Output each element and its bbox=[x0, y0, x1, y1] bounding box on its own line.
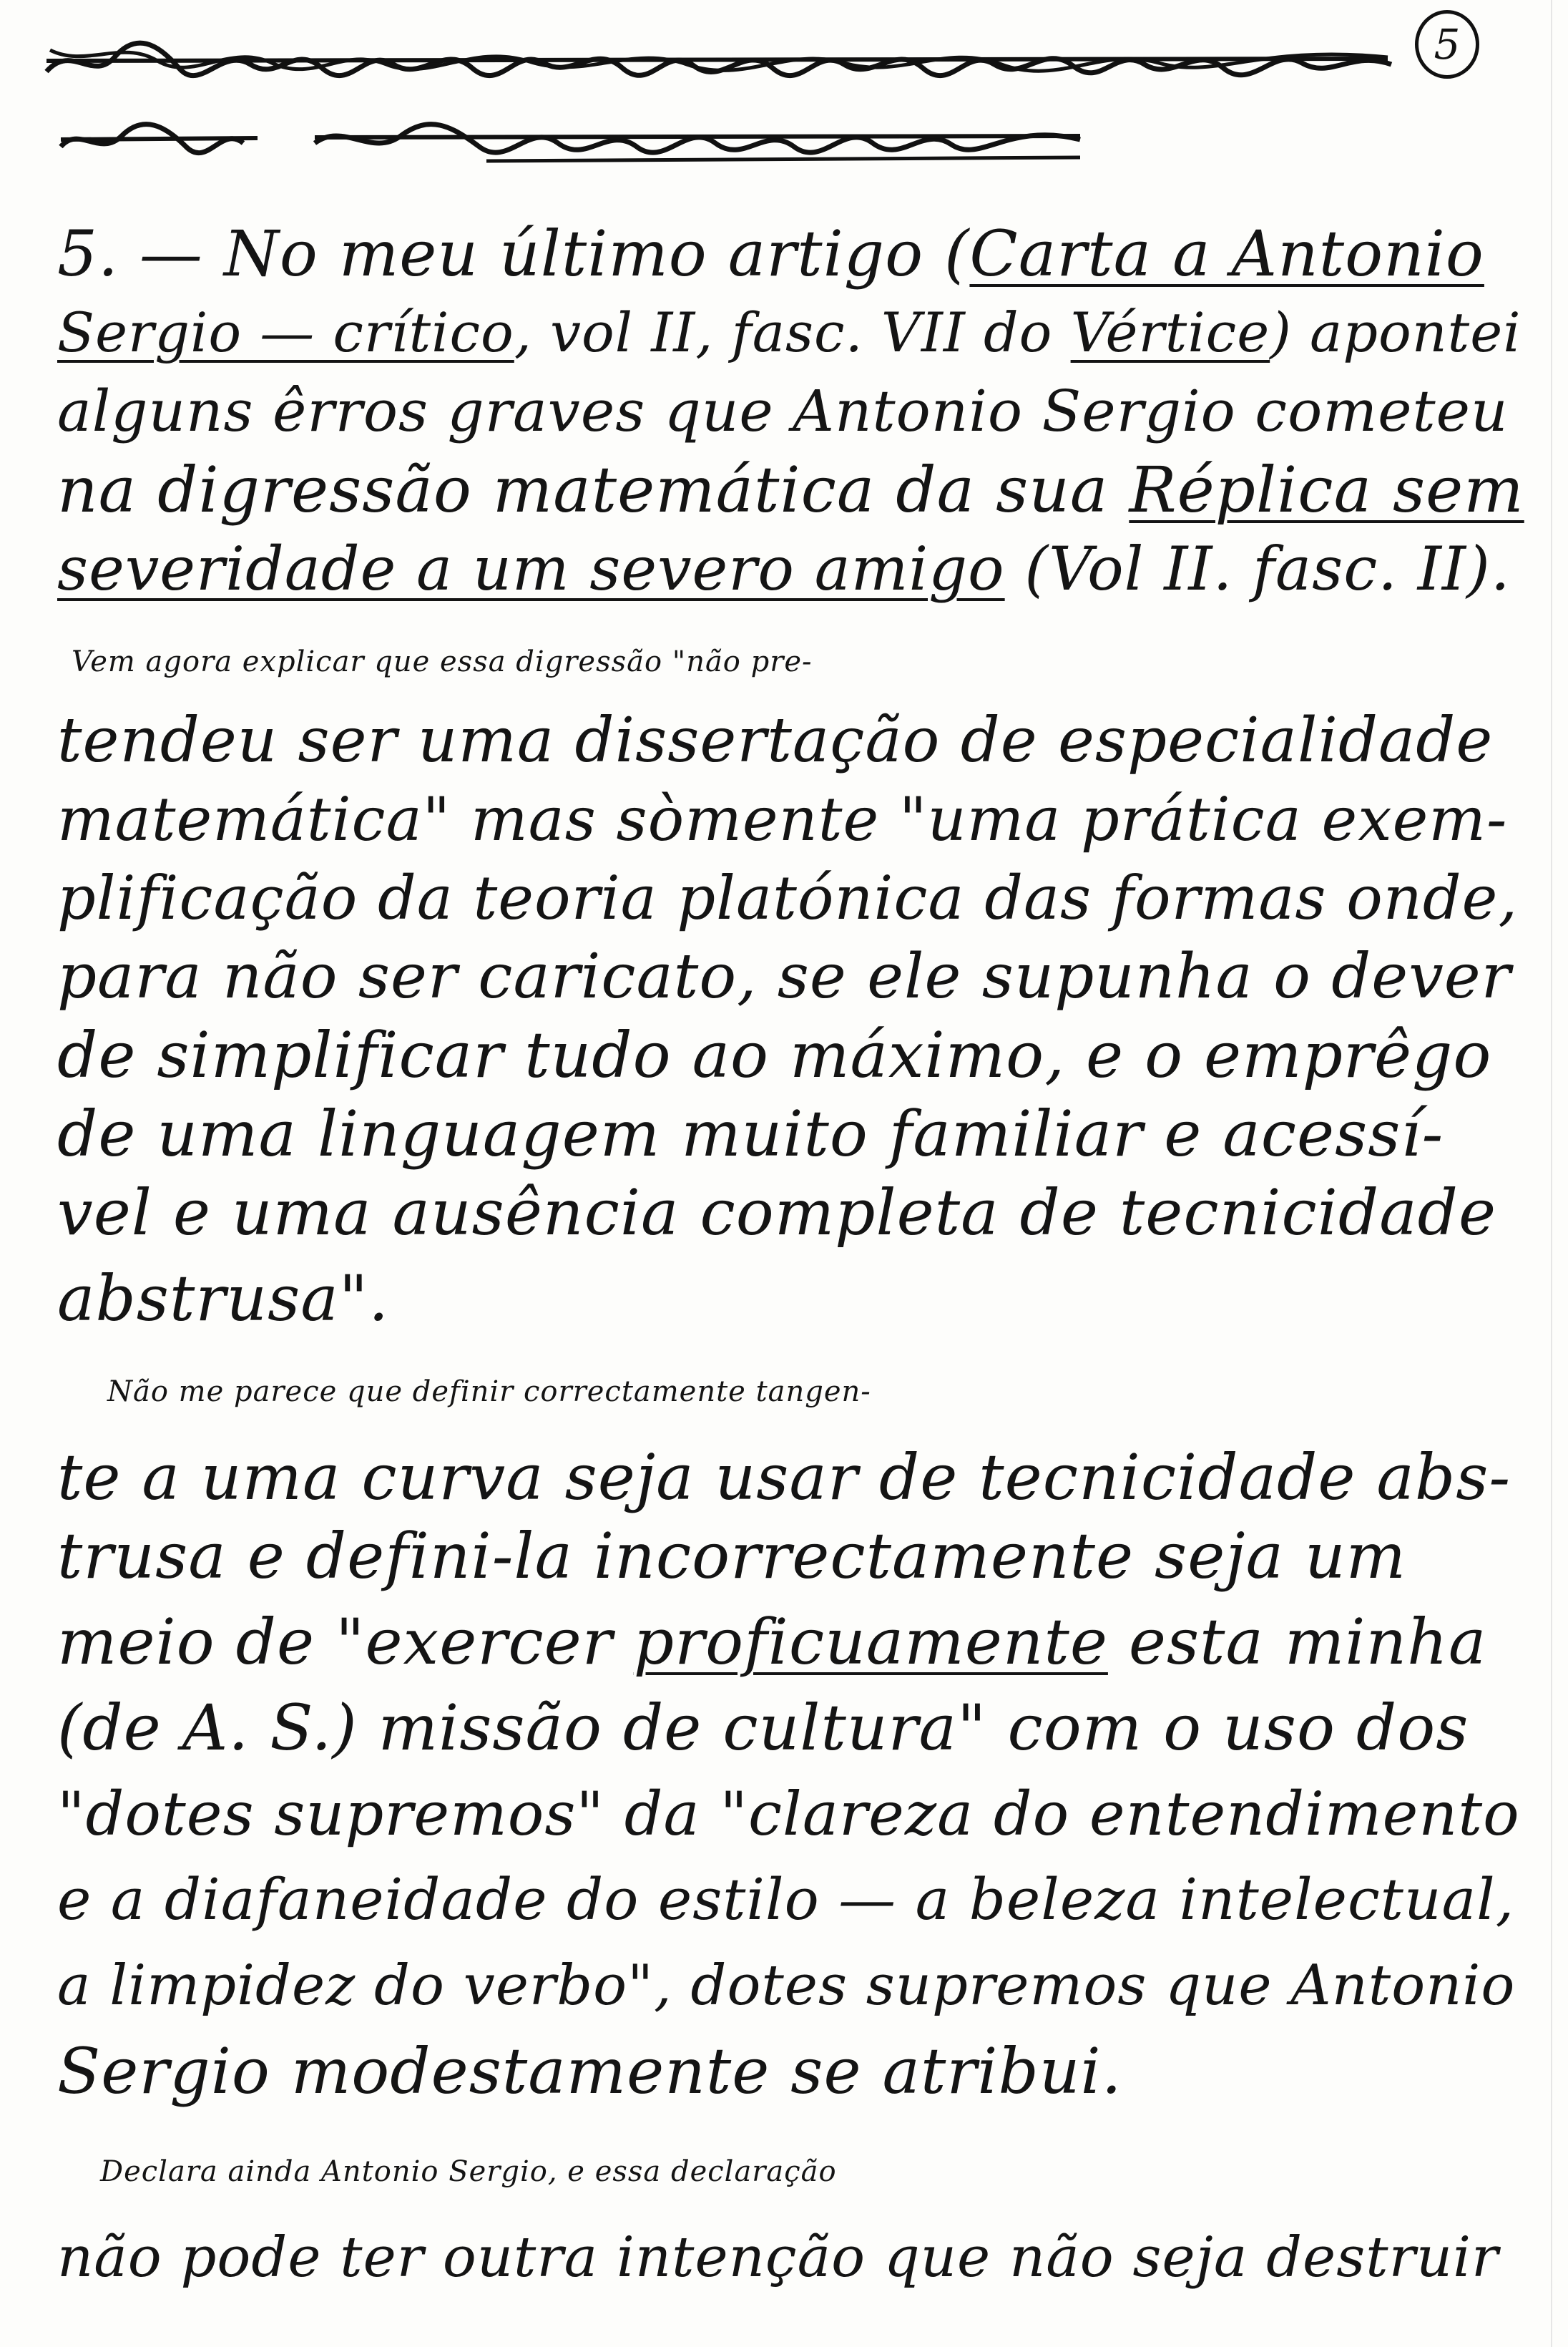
text-segment: te a uma curva seja usar de tecnicidade abs- bbox=[57, 1440, 1511, 1514]
manuscript-line bbox=[57, 859, 1519, 937]
manuscript-line bbox=[57, 701, 1516, 780]
text-segment: esta minha bbox=[1107, 1605, 1487, 1679]
manuscript-line bbox=[57, 451, 1524, 530]
underlined-phrase: severidade a um severo amigo bbox=[57, 534, 1005, 604]
manuscript-line bbox=[57, 1517, 1516, 1596]
manuscript-line bbox=[57, 1775, 1520, 1853]
text-segment: plificação da teoria platónica das formas onde, bbox=[57, 863, 1519, 933]
text-segment: Não me parece que definir correctamente tangen- bbox=[107, 1375, 871, 1408]
manuscript-line bbox=[107, 1352, 1567, 1431]
manuscript-line bbox=[57, 2218, 1516, 2297]
manuscript-line bbox=[57, 937, 1516, 1016]
underlined-phrase: Réplica sem bbox=[1129, 453, 1524, 527]
manuscript-line bbox=[57, 1016, 1516, 1095]
underlined-phrase: Sergio — crítico bbox=[57, 301, 514, 364]
manuscript-line bbox=[57, 1860, 1516, 1939]
manuscript-line bbox=[57, 1689, 1516, 1767]
manuscript-line bbox=[57, 530, 1516, 608]
manuscript-line bbox=[57, 1946, 1516, 2025]
manuscript-line bbox=[57, 2032, 1516, 2111]
manuscript-line bbox=[57, 372, 1516, 451]
manuscript-line bbox=[57, 780, 1516, 859]
text-segment: Sergio modestamente se atribui. bbox=[57, 2034, 1122, 2108]
text-segment: vel e uma ausência completa de tecnicidade bbox=[57, 1176, 1497, 1249]
text-segment: (de A. S.) missão de cultura" com o uso dos bbox=[57, 1691, 1469, 1765]
text-segment: alguns êrros graves que Antonio Sergio cometeu bbox=[57, 378, 1509, 444]
manuscript-line bbox=[57, 1259, 1516, 1338]
manuscript-line bbox=[57, 1095, 1516, 1174]
manuscript-line bbox=[57, 215, 1516, 293]
manuscript-line bbox=[57, 1174, 1516, 1252]
manuscript-line bbox=[72, 623, 1531, 701]
text-segment: "dotes supremos" da "clareza do entendimento bbox=[57, 1779, 1520, 1849]
text-segment: Vem agora explicar que essa digressão "não pre- bbox=[72, 645, 813, 678]
text-segment: abstrusa". bbox=[57, 1262, 390, 1335]
text-segment: matemática" mas sòmente "uma prática exem- bbox=[57, 784, 1508, 854]
text-segment: e a diafaneidade do estilo — a beleza intelectual, bbox=[57, 1866, 1515, 1933]
text-segment: Declara ainda Antonio Sergio, e essa declaração bbox=[100, 2155, 837, 2188]
page-number-circle: 5 bbox=[1415, 10, 1479, 79]
text-segment: 5. — No meu último artigo ( bbox=[57, 217, 970, 291]
manuscript-line bbox=[57, 1438, 1516, 1517]
text-segment: (Vol II. fasc. II). bbox=[1004, 534, 1511, 604]
text-segment: , vol II, fasc. VII do bbox=[514, 301, 1071, 364]
manuscript-line bbox=[57, 1603, 1516, 1682]
underlined-phrase: Carta a Antonio bbox=[969, 217, 1484, 291]
text-segment: trusa e defini-la incorrectamente seja um bbox=[57, 1519, 1407, 1593]
text-segment: de simplificar tudo ao máximo, e o emprêgo bbox=[57, 1018, 1492, 1092]
text-segment: na digressão matemática da sua bbox=[57, 453, 1130, 527]
underlined-phrase: Vértice bbox=[1070, 301, 1270, 364]
manuscript-line bbox=[57, 293, 1522, 372]
underlined-phrase: proficuamente bbox=[633, 1605, 1108, 1679]
text-segment: para não ser caricato, se ele supunha o dever bbox=[57, 941, 1511, 1013]
text-segment: não pode ter outra intenção que não seja destruir bbox=[57, 2225, 1499, 2290]
text-segment: tendeu ser uma dissertação de especialidade bbox=[57, 705, 1494, 776]
text-segment: meio de "exercer bbox=[57, 1605, 634, 1679]
text-segment: a limpidez do verbo", dotes supremos que Antonio bbox=[57, 1953, 1516, 2018]
manuscript-line bbox=[100, 2132, 1559, 2211]
text-segment: ) apontei bbox=[1270, 301, 1522, 364]
text-segment: de uma linguagem muito familiar e acessí- bbox=[57, 1097, 1444, 1171]
